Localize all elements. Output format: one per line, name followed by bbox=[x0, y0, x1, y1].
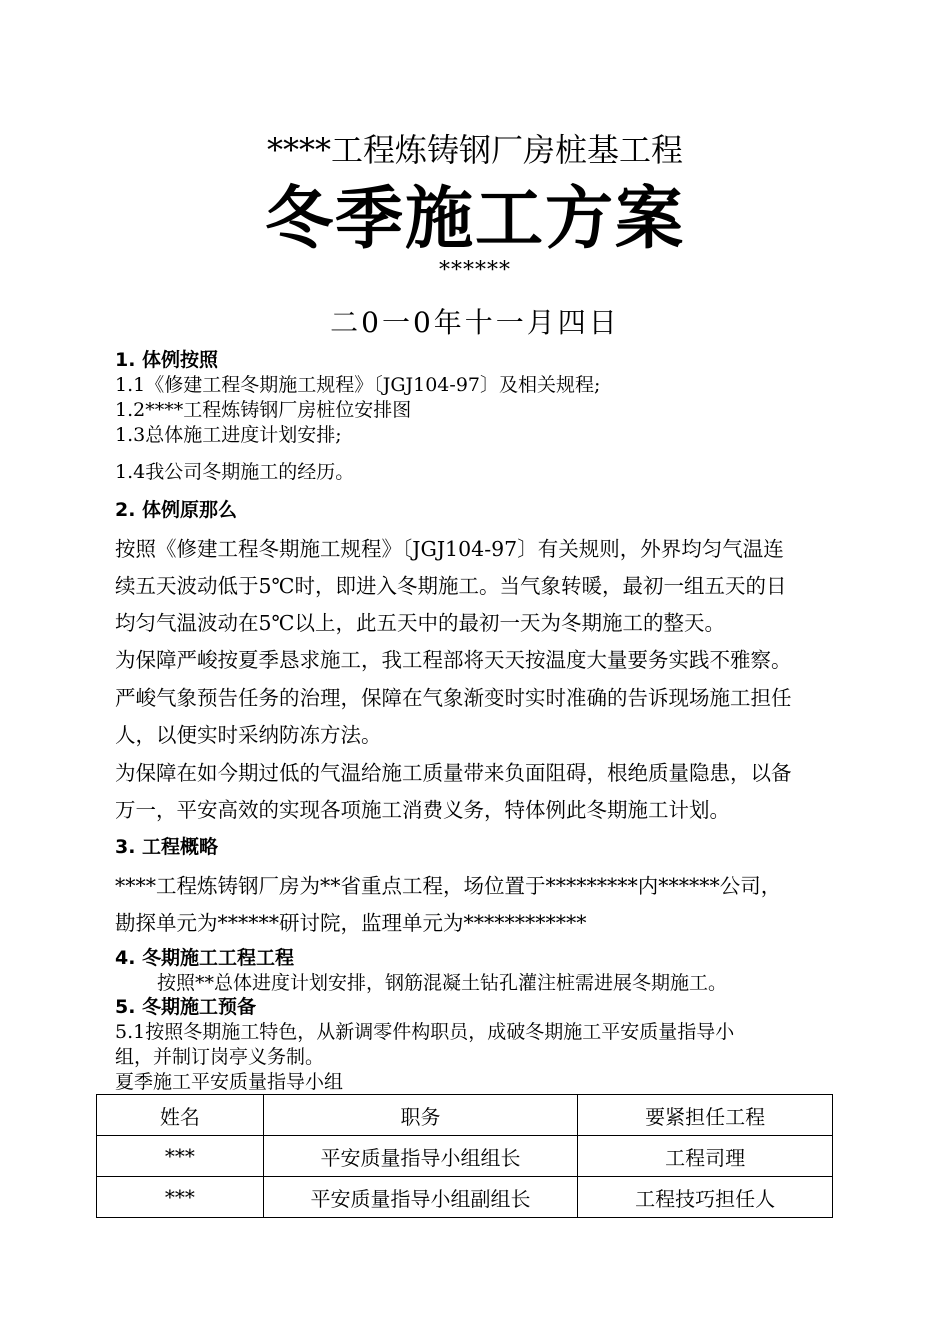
table-cell: 工程技巧担任人 bbox=[578, 1177, 833, 1218]
section-1-item: 1.1《修建工程冬期施工规程》〔JGJ104-97〕及相关规程; bbox=[115, 374, 601, 396]
table-cell: 工程司理 bbox=[578, 1136, 833, 1177]
section-2-line: 严峻气象预告任务的治理，保障在气象渐变时实时准确的告诉现场施工担任 bbox=[115, 686, 792, 710]
table-caption: 夏季施工平安质量指导小组 bbox=[115, 1071, 344, 1093]
section-2-line: 万一，平安高效的实现各项施工消费义务，特体例此冬期施工计划。 bbox=[115, 798, 730, 822]
section-5-heading: 5. 冬期施工预备 bbox=[115, 996, 257, 1018]
table-header-cell: 姓名 bbox=[97, 1095, 264, 1136]
section-4-heading: 4. 冬期施工工程工程 bbox=[115, 947, 295, 969]
section-3-line: ****工程炼铸钢厂房为**省重点工程，场位置于*********内******公司， bbox=[115, 874, 782, 898]
section-2-line: 续五天波动低于5℃时，即进入冬期施工。当气象转暖，最初一组五天的日 bbox=[115, 574, 787, 598]
section-2-line: 为保障在如今期过低的气温给施工质量带来负面阻碍，根绝质量隐患，以备 bbox=[115, 761, 792, 785]
section-2-heading: 2. 体例原那么 bbox=[115, 499, 238, 521]
section-2-line: 为保障严峻按夏季恳求施工，我工程部将天天按温度大量要务实践不雅察。 bbox=[115, 648, 792, 672]
section-2-line: 按照《修建工程冬期施工规程》〔JGJ104-97〕有关规则，外界均匀气温连 bbox=[115, 537, 784, 561]
section-1-heading: 1. 体例按照 bbox=[115, 349, 219, 371]
table-cell: *** bbox=[97, 1136, 264, 1177]
document-date: 二0一0年十一月四日 bbox=[330, 306, 620, 339]
section-5-line: 5.1按照冬期施工特色，从新调零件构职员，成破冬期施工平安质量指导小 bbox=[115, 1021, 735, 1043]
table-row bbox=[97, 1136, 833, 1177]
document-author: ****** bbox=[439, 258, 511, 283]
table-row bbox=[97, 1177, 833, 1218]
document-title: 冬季施工方案 bbox=[264, 179, 685, 259]
table-header-row bbox=[97, 1095, 833, 1136]
table-cell: *** bbox=[97, 1177, 264, 1218]
section-2-line: 均匀气温波动在5℃以上，此五天中的最初一天为冬期施工的整天。 bbox=[115, 611, 725, 635]
table-cell: 平安质量指导小组组长 bbox=[263, 1136, 578, 1177]
section-3-line: 勘探单元为******研讨院，监理单元为************ bbox=[115, 911, 587, 935]
section-1-item: 1.3总体施工进度计划安排; bbox=[115, 424, 342, 446]
section-3-heading: 3. 工程概略 bbox=[115, 836, 219, 858]
section-5-line: 组，并制订岗亭义务制。 bbox=[115, 1046, 325, 1068]
section-2-line: 人，以便实时采纳防冻方法。 bbox=[115, 723, 382, 747]
section-4-text: 按照**总体进度计划安排，钢筋混凝土钻孔灌注桩需进展冬期施工。 bbox=[157, 972, 728, 994]
section-1-item: 1.2****工程炼铸钢厂房桩位安排图 bbox=[115, 399, 412, 421]
section-1-item: 1.4我公司冬期施工的经历。 bbox=[115, 461, 355, 483]
table-header-cell: 要紧担任工程 bbox=[578, 1095, 833, 1136]
document-subtitle: ****工程炼铸钢厂房桩基工程 bbox=[266, 131, 683, 169]
leadership-table bbox=[96, 1094, 833, 1218]
table-cell: 平安质量指导小组副组长 bbox=[263, 1177, 578, 1218]
table-header-cell: 职务 bbox=[263, 1095, 578, 1136]
